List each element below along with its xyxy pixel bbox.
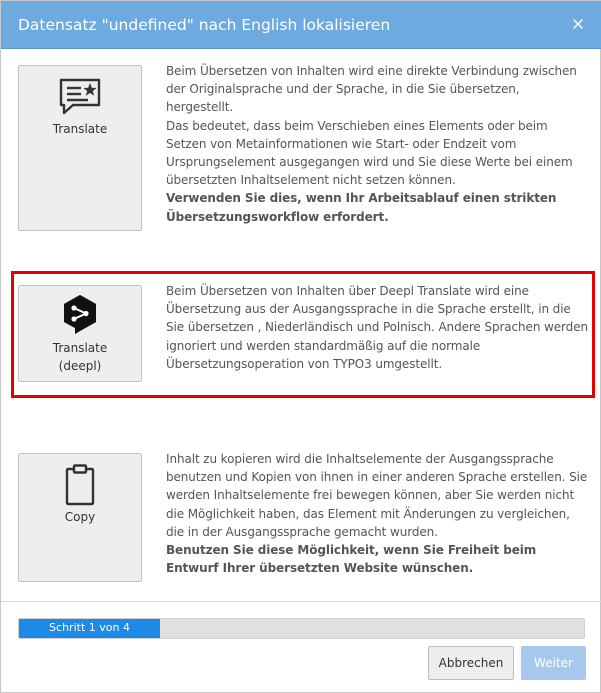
translate-description-emphasis: Verwenden Sie dies, wenn Ihr Arbeitsablauf einen strikten Übersetzungsworkflow erfordert. <box>166 191 557 224</box>
translate-deepl-label-line1: Translate <box>52 341 108 355</box>
copy-button[interactable] <box>18 453 142 582</box>
translate-button[interactable] <box>18 65 142 231</box>
cancel-button[interactable]: Abbrechen <box>428 646 514 680</box>
option-translate <box>18 65 585 231</box>
copy-description-emphasis: Benutzen Sie diese Möglichkeit, wenn Sie Freiheit beim Entwurf Ihrer übersetzten Website wünschen. <box>166 543 537 576</box>
copy-description <box>166 450 590 577</box>
next-button[interactable]: Weiter <box>521 646 586 680</box>
translate-description-p2: Das bedeutet, dass beim Verschieben eines Elements oder beim Setzen von Metainformationen wie Start- oder Endzeit vom Ursprungselement ausgegangen wird und Sie diese Werte bei einem übersetzten Inhaltselement nicht setzen können. <box>166 118 573 188</box>
option-copy <box>18 452 588 582</box>
clipboard-icon <box>64 464 96 506</box>
progress-text: Schritt 1 von 4 <box>49 621 130 634</box>
translate-description <box>166 62 590 226</box>
dialog-title: Datensatz "undefined" nach English lokalisieren <box>18 16 391 34</box>
highlight-box <box>11 271 595 398</box>
dialog-header <box>1 1 601 49</box>
wizard-progress-bar <box>18 618 585 639</box>
translate-description-p1: Beim Übersetzen von Inhalten wird eine direkte Verbindung zwischen der Originalsprache und der Sprache, in die Sie übersetzen, hergestellt. <box>166 64 577 115</box>
footer-divider <box>1 601 601 602</box>
copy-description-p1: Inhalt zu kopieren wird die Inhaltselemente der Ausgangssprache benutzen und Kopien von ihnen in einer anderen Sprache erstellen. Sie werden Inhaltselemente frei bewegen können, aber Sie werden nicht die Möglichkeit haben, das Element mit Änderungen zu vergleichen, die in der Ausgangssprache gemacht wurden. <box>166 452 588 539</box>
copy-button-label: Copy <box>64 510 96 524</box>
translate-deepl-description-p1: Beim Übersetzen von Inhalten über Deepl Translate wird eine Übersetzung aus der Ausgangssprache in die Sprache erstellt, in die Sie übersetzen , Niederländisch und Polnisch. Andere Sprachen werden ignoriert und werden standardmäßig auf die normale Übersetzungsoperation von TYPO3 umgestellt. <box>166 284 588 371</box>
close-icon[interactable] <box>570 16 586 32</box>
translate-button-label: Translate <box>52 122 108 136</box>
translate-comment-star-icon <box>58 77 102 117</box>
translate-deepl-label-line2: (deepl) <box>58 359 102 373</box>
